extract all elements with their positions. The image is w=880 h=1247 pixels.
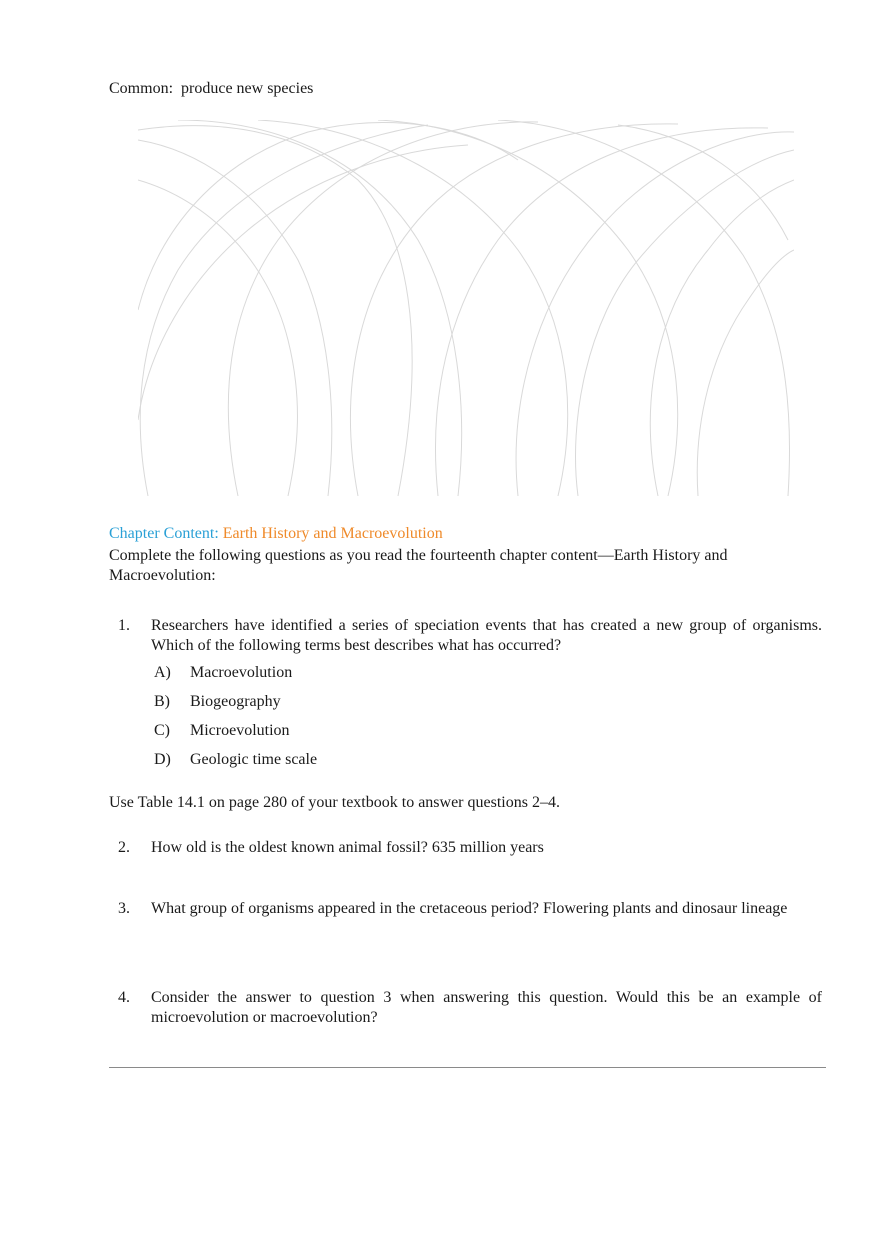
choice-letter: B) [154,693,170,710]
chapter-content-label: Chapter Content: [109,525,219,542]
question-text: Researchers have identified a series of speciation events that has created a new group of organisms. Which of the following terms best describes what has occurred? [151,617,822,654]
divider-line [109,1067,826,1068]
choice-a[interactable] [154,662,317,691]
question-text: Consider the answer to question 3 when answering this question. Would this be an example of microevolution or macroevolution? [151,989,822,1026]
question-3 [118,897,822,920]
choice-d[interactable] [154,749,317,778]
question-number: 3. [118,900,130,917]
decorative-arcs-graphic [138,120,794,496]
choice-letter: A) [154,664,171,681]
table-reference-note: Use Table 14.1 on page 280 of your textbook to answer questions 2–4. [109,794,560,811]
question-number: 4. [118,989,130,1006]
choice-text: Biogeography [190,693,281,710]
question-number: 1. [118,617,130,634]
choice-b[interactable] [154,691,317,720]
question-4 [118,988,822,1028]
choice-letter: C) [154,722,170,739]
common-answer-line: Common: produce new species [109,80,314,97]
question-number: 2. [118,839,130,856]
choice-text: Macroevolution [190,664,293,681]
chapter-heading [109,525,443,543]
choice-text: Microevolution [190,722,290,739]
question-text: How old is the oldest known animal fossil? 635 million years [151,839,544,856]
choice-letter: D) [154,751,171,768]
question-text: What group of organisms appeared in the cretaceous period? Flowering plants and dinosaur lineage [151,900,788,917]
chapter-topic: Earth History and Macroevolution [222,525,443,542]
question-1 [118,616,822,656]
question-1-choices [154,662,317,778]
choice-c[interactable] [154,720,317,749]
choice-text: Geologic time scale [190,751,318,768]
question-2 [118,838,822,858]
instructions-text: Complete the following questions as you read the fourteenth chapter content—Earth History and Macroevolution: [109,547,728,584]
